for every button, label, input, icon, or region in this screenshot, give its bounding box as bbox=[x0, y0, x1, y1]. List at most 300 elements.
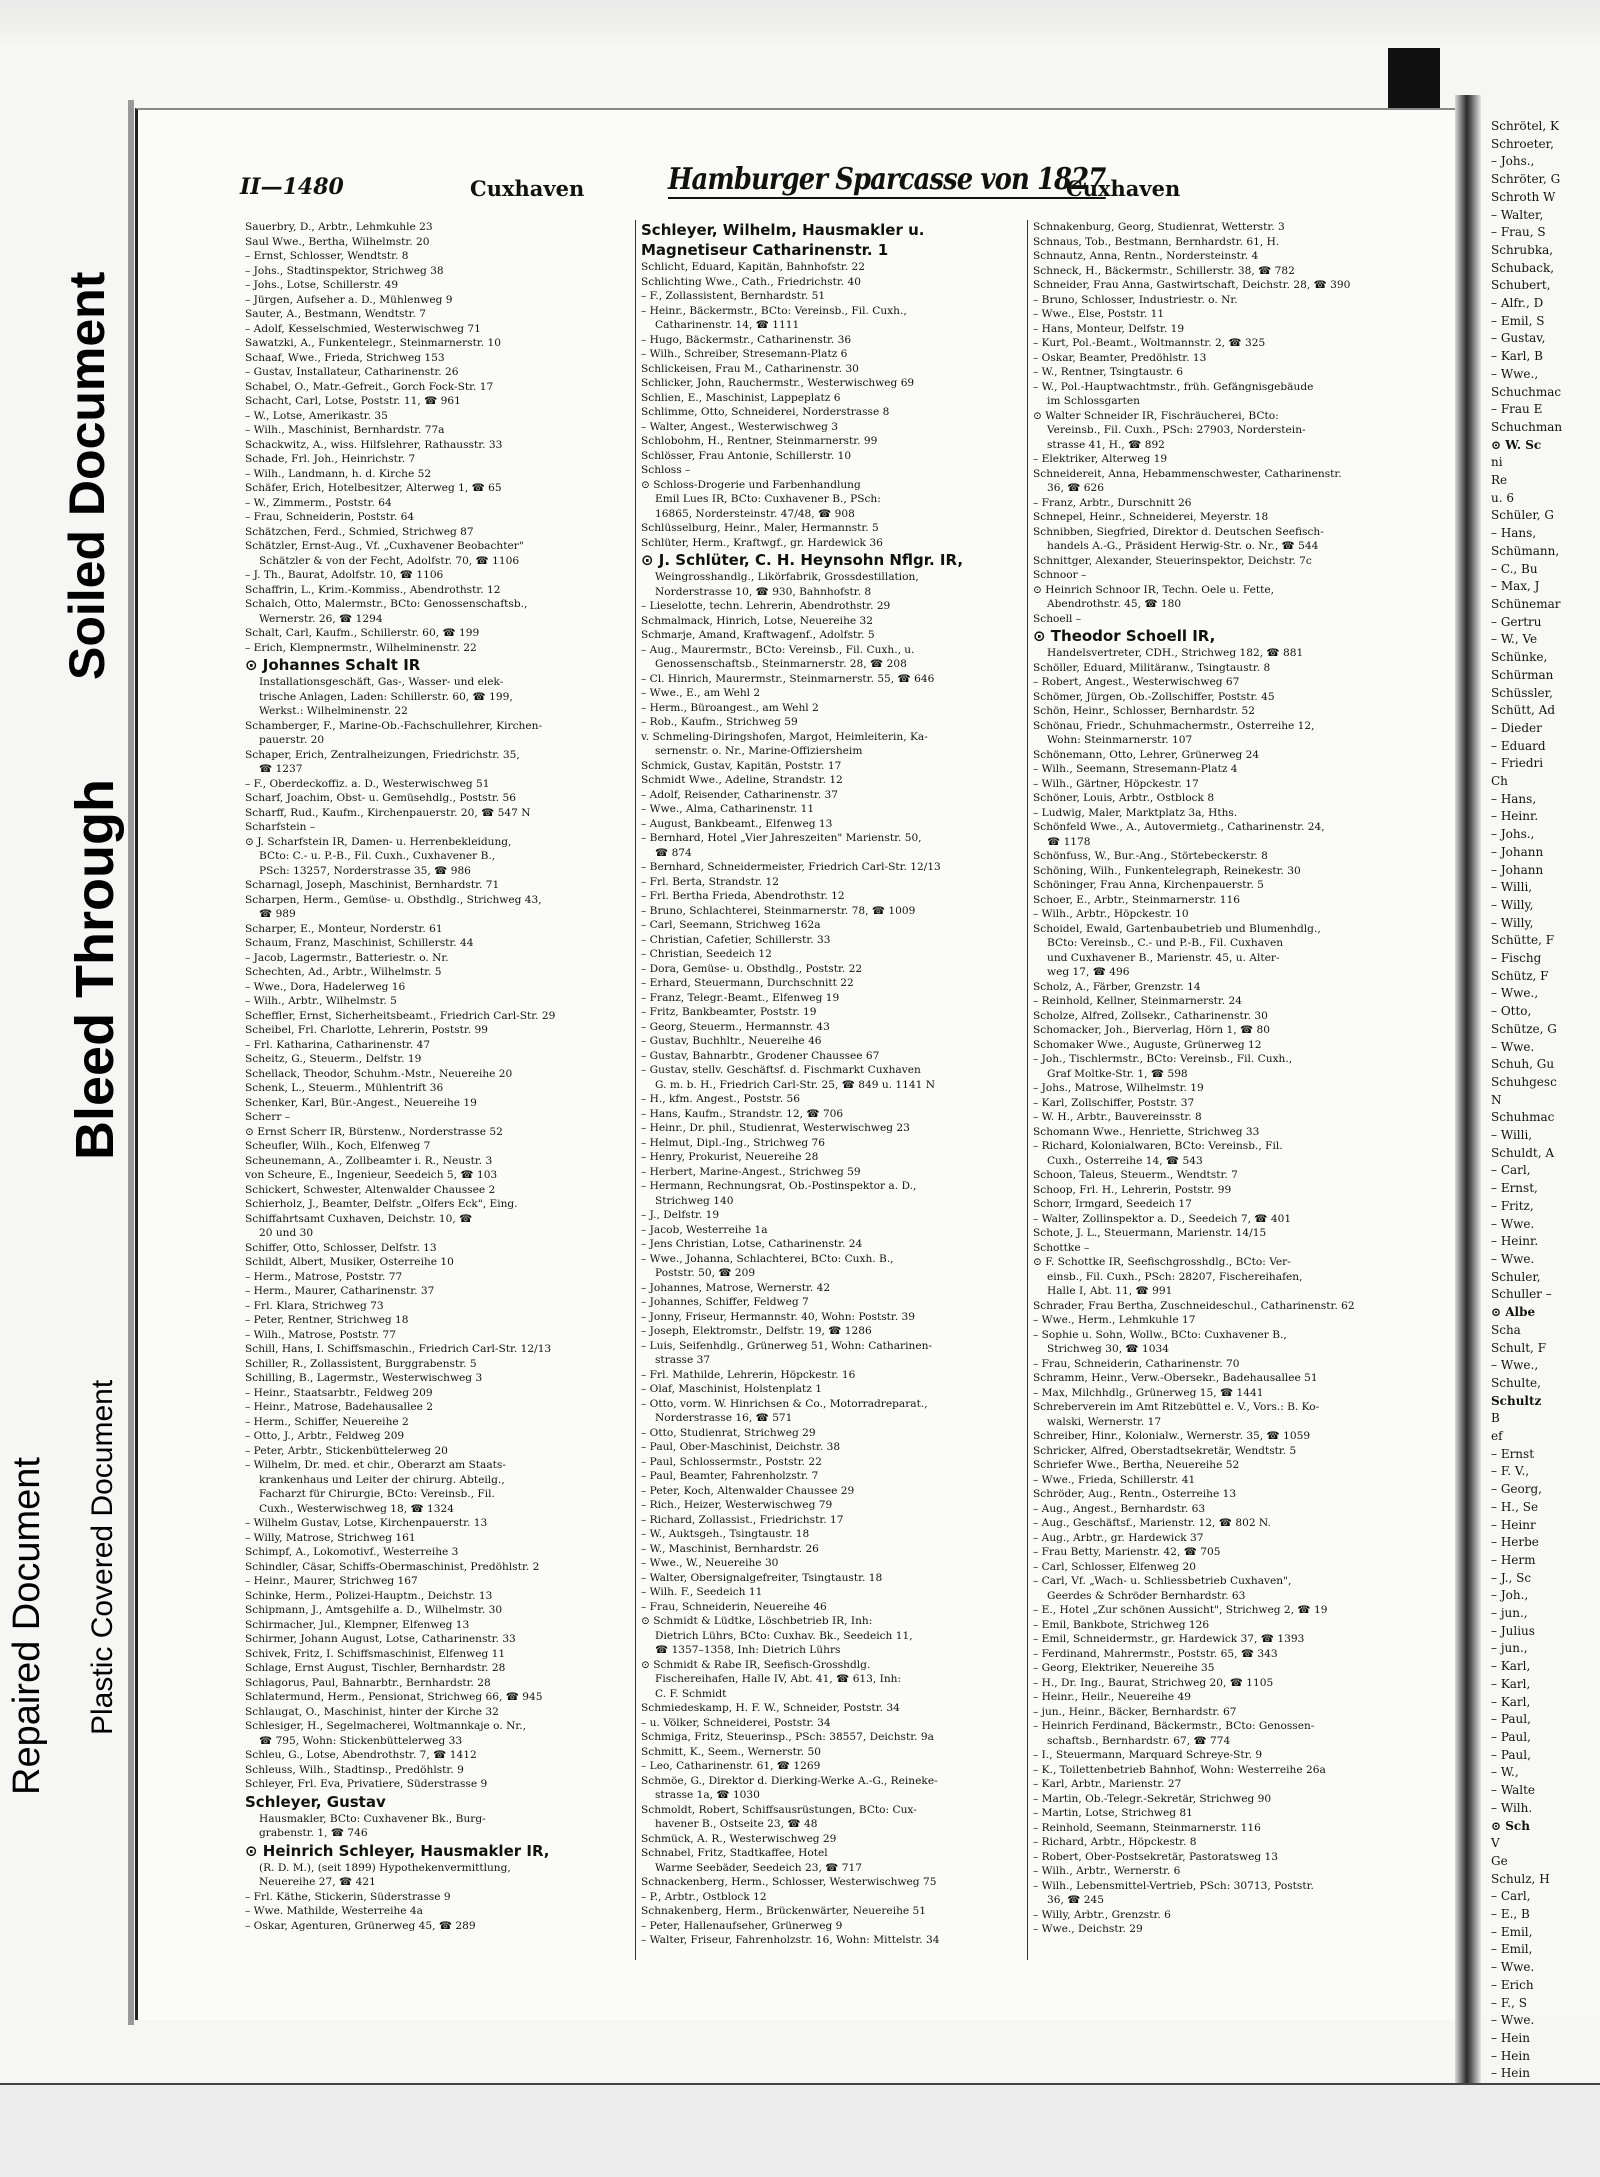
next-page-line: V bbox=[1491, 1836, 1500, 1851]
next-page-line: – Wwe. bbox=[1491, 1960, 1535, 1975]
directory-entry: ⊙ Ernst Scherr IR, Bürstenw., Norderstrasse 52 bbox=[245, 1125, 503, 1138]
directory-entry: – Emil, Schneidermstr., gr. Hardewick 37, ☎ 1393 bbox=[1033, 1633, 1305, 1645]
directory-entry: Facharzt für Chirurgie, BCto: Vereinsb., Fil. bbox=[259, 1488, 495, 1500]
next-page-line: ⊙ W. Sc bbox=[1491, 437, 1542, 452]
directory-entry: ☎ 1178 bbox=[1047, 835, 1091, 848]
directory-entry: Schoer, E., Arbtr., Steinmarnerstr. 116 bbox=[1033, 893, 1241, 906]
directory-entry: Schönfuss, W., Bur.-Ang., Störtebeckerstr. 8 bbox=[1033, 850, 1268, 862]
directory-entry: Cuxh., Westerwischweg 18, ☎ 1324 bbox=[259, 1502, 455, 1515]
next-page-fragment bbox=[1481, 118, 1600, 2081]
directory-entry: Schoon, Taleus, Steuerm., Wendtstr. 7 bbox=[1033, 1169, 1238, 1181]
directory-entry: Dietrich Lührs, BCto: Cuxhav. Bk., Seedeich 11, bbox=[655, 1629, 913, 1642]
directory-entry: – Henry, Prokurist, Neuereihe 28 bbox=[641, 1151, 819, 1163]
directory-entry: – Wilhelm Gustav, Lotse, Kirchenpauerstr. 13 bbox=[245, 1517, 488, 1529]
next-page-line: – Wilh. bbox=[1491, 1800, 1533, 1815]
directory-entry: – Richard, Kolonialwaren, BCto: Vereinsb., Fil. bbox=[1033, 1140, 1283, 1152]
next-page-line: – Carl, bbox=[1491, 1163, 1531, 1178]
directory-entry: Schlickeisen, Frau M., Catharinenstr. 30 bbox=[641, 362, 859, 375]
next-page-line: Schuler, bbox=[1491, 1269, 1541, 1284]
next-page-line: Ch bbox=[1491, 774, 1508, 789]
directory-entry: Schenk, L., Steuerm., Mühlentrift 36 bbox=[245, 1082, 444, 1094]
directory-entry: Schoop, Frl. H., Lehrerin, Poststr. 99 bbox=[1033, 1183, 1232, 1196]
directory-entry: – Frl. Katharina, Catharinenstr. 47 bbox=[245, 1038, 431, 1051]
directory-entry: – Herm., Schiffer, Neuereihe 2 bbox=[245, 1415, 409, 1428]
next-page-line: – Dieder bbox=[1491, 720, 1542, 735]
label-plastic-covered-document: Plastic Covered Document bbox=[86, 1379, 119, 1735]
directory-entry: – Richard, Arbtr., Höpckestr. 8 bbox=[1033, 1836, 1197, 1848]
directory-entry: von Scheure, E., Ingenieur, Seedeich 5, ☎ 103 bbox=[245, 1169, 498, 1181]
directory-entry: Schacht, Carl, Lotse, Poststr. 11, ☎ 961 bbox=[245, 395, 461, 407]
next-page-line: – Karl, bbox=[1491, 1676, 1531, 1691]
directory-entry: v. Schmeling-Diringshofen, Margot, Heimleiterin, Ka- bbox=[641, 730, 928, 743]
directory-entry: Schottke – bbox=[1033, 1241, 1090, 1254]
directory-entry: Schätzler & von der Fecht, Adolfstr. 70, ☎ 1106 bbox=[259, 554, 520, 567]
next-page-line: – Walter, bbox=[1491, 207, 1544, 222]
next-page-line: – Eduard bbox=[1491, 738, 1546, 753]
next-page-line: – jun., bbox=[1491, 1606, 1528, 1621]
directory-entry: havener B., Ostseite 23, ☎ 48 bbox=[655, 1818, 818, 1830]
directory-entry: – Martin, Ob.-Telegr.-Sekretär, Strichweg 90 bbox=[1033, 1792, 1272, 1805]
next-page-line: – W., bbox=[1491, 1765, 1519, 1780]
directory-entry: Schömer, Jürgen, Ob.-Zollschiffer, Poststr. 45 bbox=[1033, 690, 1275, 703]
next-page-line: – Heinr bbox=[1491, 1517, 1536, 1532]
directory-entry: – Aug., Arbtr., gr. Hardewick 37 bbox=[1033, 1531, 1204, 1544]
directory-entry: – K., Toilettenbetrieb Bahnhof, Wohn: Westerreihe 26a bbox=[1033, 1763, 1326, 1776]
directory-entry: Schleu, G., Lotse, Abendrothstr. 7, ☎ 1412 bbox=[245, 1749, 477, 1761]
directory-entry: – Heinrich Ferdinand, Bäckermstr., BCto: Genossen- bbox=[1033, 1720, 1315, 1732]
directory-entry: – Lieselotte, techn. Lehrerin, Abendrothstr. 29 bbox=[641, 600, 891, 612]
directory-entry: walski, Wernerstr. 17 bbox=[1047, 1415, 1162, 1428]
directory-entry: Schriefer Wwe., Bertha, Neuereihe 52 bbox=[1033, 1459, 1240, 1471]
directory-entry: – Frl. Mathilde, Lehrerin, Höpckestr. 16 bbox=[641, 1368, 856, 1381]
directory-entry: – Gustav, Bahnarbtr., Grodener Chaussee 67 bbox=[641, 1049, 880, 1062]
next-page-line: – Heinr. bbox=[1491, 809, 1539, 824]
directory-entry: Strichweg 30, ☎ 1034 bbox=[1047, 1343, 1169, 1355]
next-page-line: – Johann bbox=[1491, 844, 1544, 859]
directory-entry: Schomann Wwe., Henriette, Strichweg 33 bbox=[1033, 1125, 1260, 1138]
directory-entry: – Dora, Gemüse- u. Obsthdlg., Poststr. 22 bbox=[641, 962, 863, 975]
directory-entry: Schlaugat, O., Maschinist, hinter der Kirche 32 bbox=[245, 1705, 499, 1718]
next-page-line: – Willy, bbox=[1491, 915, 1534, 930]
directory-entry: – Christian, Seedeich 12 bbox=[641, 948, 772, 960]
directory-entry: Schönfeld Wwe., A., Autovermietg., Catharinenstr. 24, bbox=[1033, 821, 1325, 833]
directory-entry: Hausmakler, BCto: Cuxhavener Bk., Burg- bbox=[259, 1812, 486, 1825]
next-page-line: – Paul, bbox=[1491, 1729, 1531, 1744]
directory-entry: – Otto, J., Arbtr., Feldweg 209 bbox=[245, 1430, 405, 1442]
next-page-line: – Emil, S bbox=[1491, 313, 1545, 328]
directory-entry: Schiffahrtsamt Cuxhaven, Deichstr. 10, ☎ bbox=[245, 1212, 473, 1225]
directory-entry: – Wilh., Arbtr., Wilhelmstr. 5 bbox=[245, 995, 397, 1007]
next-page-line: – Georg, bbox=[1491, 1482, 1542, 1497]
header-city-right: Cuxhaven bbox=[1066, 176, 1181, 201]
next-page-line: Schuldt, A bbox=[1491, 1145, 1555, 1160]
directory-entry: Schrader, Frau Bertha, Zuschneideschul., Catharinenstr. 62 bbox=[1033, 1299, 1355, 1312]
next-page-line: – Herm bbox=[1491, 1552, 1536, 1567]
directory-entry: – Paul, Beamter, Fahrenholzstr. 7 bbox=[641, 1470, 819, 1482]
directory-entry: – Franz, Arbtr., Durschnitt 26 bbox=[1033, 496, 1192, 509]
directory-entry: – Karl, Zollschiffer, Poststr. 37 bbox=[1033, 1096, 1195, 1109]
directory-entry: – Karl, Arbtr., Marienstr. 27 bbox=[1033, 1778, 1182, 1790]
directory-entry: Schalt, Carl, Kaufm., Schillerstr. 60, ☎ 199 bbox=[245, 627, 480, 639]
next-page-line: – Emil, bbox=[1491, 1942, 1533, 1957]
directory-entry: – Frl. Käthe, Stickerin, Süderstrasse 9 bbox=[245, 1890, 451, 1903]
directory-entry: – Wilh., Maschinist, Bernhardstr. 77a bbox=[245, 424, 445, 436]
directory-entry: Schlimme, Otto, Schneiderei, Norderstrasse 8 bbox=[641, 406, 890, 418]
directory-entry: – Helmut, Dipl.-Ing., Strichweg 76 bbox=[641, 1136, 825, 1149]
directory-entry: Schramm, Heinr., Verw.-Obersekr., Badehausallee 51 bbox=[1033, 1372, 1318, 1384]
directory-entry: – Wwe., Deichstr. 29 bbox=[1033, 1923, 1143, 1935]
directory-entry: – Hans, Kaufm., Strandstr. 12, ☎ 706 bbox=[641, 1107, 844, 1120]
directory-entry: Neuereihe 27, ☎ 421 bbox=[259, 1876, 376, 1888]
directory-entry: – Hugo, Bäckermstr., Catharinenstr. 36 bbox=[641, 333, 852, 346]
directory-entry: Halle I, Abt. 11, ☎ 991 bbox=[1047, 1285, 1173, 1297]
directory-entry: Schoidel, Ewald, Gartenbaubetrieb und Blumenhdlg., bbox=[1033, 922, 1321, 935]
directory-entry: Schlicht, Eduard, Kapitän, Bahnhofstr. 22 bbox=[641, 261, 865, 273]
directory-entry: – Aug., Angest., Bernhardstr. 63 bbox=[1033, 1502, 1206, 1515]
directory-entry: strasse 37 bbox=[655, 1354, 711, 1366]
directory-entry: – Frau, Schneiderin, Neuereihe 46 bbox=[641, 1600, 827, 1613]
directory-entry: – W., Rentner, Tsingtaustr. 6 bbox=[1033, 366, 1184, 378]
next-page-line: – Julius bbox=[1491, 1623, 1535, 1638]
directory-entry: Weingrosshandlg., Likörfabrik, Grossdestillation, bbox=[655, 571, 919, 583]
directory-entry: – Joseph, Elektromstr., Delfstr. 19, ☎ 1286 bbox=[641, 1325, 872, 1337]
directory-entry: – Paul, Ober-Maschinist, Deichstr. 38 bbox=[641, 1441, 841, 1453]
directory-entry: – Oskar, Agenturen, Grünerweg 45, ☎ 289 bbox=[245, 1919, 476, 1932]
directory-entry: grabenstr. 1, ☎ 746 bbox=[259, 1827, 368, 1839]
directory-entry: – Ferdinand, Mahrermstr., Poststr. 65, ☎ 343 bbox=[1033, 1647, 1278, 1660]
directory-entry: – Heinr., Bäckermstr., BCto: Vereinsb., Fil. Cuxh., bbox=[641, 304, 907, 317]
directory-entry: Schöninger, Frau Anna, Kirchenpauerstr. 5 bbox=[1033, 879, 1264, 891]
directory-entry: – Wilh., Landmann, h. d. Kirche 52 bbox=[245, 467, 432, 480]
next-page-line: – Wwe. bbox=[1491, 1039, 1535, 1054]
directory-entry: – Wwe. Mathilde, Westerreihe 4a bbox=[245, 1905, 423, 1917]
directory-entry: 20 und 30 bbox=[259, 1227, 314, 1239]
directory-column-1 bbox=[245, 220, 633, 1933]
next-page-line: – Wwe., bbox=[1491, 366, 1539, 381]
directory-entry: 36, ☎ 245 bbox=[1047, 1894, 1104, 1906]
directory-entry: Schaaf, Wwe., Frieda, Strichweg 153 bbox=[245, 351, 445, 364]
next-page-line: – Emil, bbox=[1491, 1924, 1533, 1939]
next-page-line: Schuchmac bbox=[1491, 384, 1562, 399]
directory-entry: Scharpen, Herm., Gemüse- u. Obsthdlg., Strichweg 43, bbox=[245, 893, 542, 906]
page-number: II—1480 bbox=[240, 174, 344, 200]
directory-entry: – Wilh., Lebensmittel-Vertrieb, PSch: 30713, Poststr. bbox=[1033, 1879, 1314, 1892]
directory-entry: – J., Delfstr. 19 bbox=[641, 1209, 720, 1221]
next-page-line: Schröter, G bbox=[1491, 172, 1561, 187]
directory-entry: – Franz, Telegr.-Beamt., Elfenweg 19 bbox=[641, 991, 840, 1004]
directory-entry: – Herm., Maurer, Catharinenstr. 37 bbox=[245, 1285, 435, 1297]
directory-entry: – Hans, Monteur, Delfstr. 19 bbox=[1033, 322, 1185, 335]
directory-entry: pauerstr. 20 bbox=[259, 734, 325, 746]
directory-entry: – Wilh., Matrose, Poststr. 77 bbox=[245, 1328, 396, 1341]
directory-entry: Installationsgeschäft, Gas-, Wasser- und elek- bbox=[259, 676, 504, 688]
directory-entry: – Johs., Stadtinspektor, Strichweg 38 bbox=[245, 264, 444, 277]
directory-entry: Schnabel, Fritz, Stadtkaffee, Hotel bbox=[641, 1847, 828, 1859]
directory-entry: Schnautz, Anna, Rentn., Nordersteinstr. 4 bbox=[1033, 250, 1259, 262]
next-page-line: ⊙ Sch bbox=[1491, 1818, 1530, 1833]
next-page-line: ⊙ Albe bbox=[1491, 1305, 1536, 1320]
directory-entry: – Frau, Schneiderin, Poststr. 64 bbox=[245, 511, 415, 523]
next-page-line: N bbox=[1491, 1092, 1502, 1107]
directory-entry: ☎ 1357–1358, Inh: Dietrich Lührs bbox=[655, 1644, 841, 1656]
directory-entry: – Jürgen, Aufseher a. D., Mühlenweg 9 bbox=[245, 293, 453, 306]
next-page-line: – Frau E bbox=[1491, 402, 1543, 417]
directory-entry: – Ludwig, Maler, Marktplatz 3a, Hths. bbox=[1033, 806, 1238, 819]
directory-entry: im Schlossgarten bbox=[1047, 395, 1140, 407]
directory-entry: Schlien, E., Maschinist, Lappeplatz 6 bbox=[641, 391, 841, 404]
directory-entry: – Rich., Heizer, Westerwischweg 79 bbox=[641, 1499, 833, 1511]
directory-entry: Schmitt, K., Seem., Wernerstr. 50 bbox=[641, 1745, 821, 1758]
next-page-line: – Max, J bbox=[1491, 579, 1540, 594]
directory-entry: – Willy, Matrose, Strichweg 161 bbox=[245, 1531, 416, 1544]
next-page-line: – Ernst, bbox=[1491, 1181, 1538, 1196]
directory-entry: – Aug., Geschäftsf., Marienstr. 12, ☎ 802 N. bbox=[1033, 1517, 1271, 1529]
directory-entry: ⊙ J. Scharfstein IR, Damen- u. Herrenbekleidung, bbox=[245, 835, 512, 848]
directory-entry: – Wwe., Frieda, Schillerstr. 41 bbox=[1033, 1473, 1196, 1486]
next-page-line: – Hans, bbox=[1491, 791, 1537, 806]
directory-entry: – Jonny, Friseur, Hermannstr. 40, Wohn: Poststr. 39 bbox=[641, 1310, 916, 1323]
header-bank-logo: Hamburger Sparcasse von 1827 bbox=[668, 162, 1106, 197]
directory-entry: Schlösser, Frau Antonie, Schillerstr. 10 bbox=[641, 449, 852, 462]
directory-entry: Schöner, Louis, Arbtr., Ostblock 8 bbox=[1033, 792, 1215, 804]
directory-entry: Schivek, Fritz, I. Schiffsmaschinist, Elfenweg 11 bbox=[245, 1647, 506, 1660]
directory-entry: – Wilh., Gärtner, Höpckestr. 17 bbox=[1033, 777, 1199, 790]
next-page-line: B bbox=[1491, 1411, 1500, 1426]
directory-entry: – Carl, Seemann, Strichweg 162a bbox=[641, 919, 821, 931]
directory-entry: Schackwitz, A., wiss. Hilfslehrer, Rathausstr. 33 bbox=[245, 438, 503, 451]
directory-entry: krankenhaus und Leiter der chirurg. Abteilg., bbox=[259, 1473, 505, 1486]
next-page-line: – Willi, bbox=[1491, 1128, 1533, 1143]
next-page-line: Schroth W bbox=[1491, 189, 1556, 204]
directory-entry: – Leo, Catharinenstr. 61, ☎ 1269 bbox=[641, 1760, 821, 1772]
directory-entry: – W., Zimmerm., Poststr. 64 bbox=[245, 496, 392, 509]
directory-entry: 36, ☎ 626 bbox=[1047, 482, 1104, 494]
next-page-line: Schütz, F bbox=[1491, 968, 1549, 983]
directory-entry: – Wilhelm, Dr. med. et chir., Oberarzt am Staats- bbox=[245, 1459, 506, 1471]
directory-entry: – Otto, Studienrat, Strichweg 29 bbox=[641, 1426, 816, 1439]
directory-entry: – Johs., Lotse, Schillerstr. 49 bbox=[245, 279, 399, 291]
directory-entry: – J. Th., Baurat, Adolfstr. 10, ☎ 1106 bbox=[245, 569, 444, 581]
directory-entry: – Gustav, stellv. Geschäftsf. d. Fischmarkt Cuxhaven bbox=[641, 1064, 921, 1076]
directory-entry: Schmick, Gustav, Kapitän, Poststr. 17 bbox=[641, 759, 842, 772]
header-city-left: Cuxhaven bbox=[470, 176, 585, 201]
directory-entry: – P., Arbtr., Ostblock 12 bbox=[641, 1890, 767, 1903]
directory-entry: Schlage, Ernst August, Tischler, Bernhardstr. 28 bbox=[245, 1662, 506, 1674]
directory-entry: Scharnagl, Joseph, Maschinist, Bernhardstr. 71 bbox=[245, 879, 500, 891]
directory-entry: Scheitz, G., Steuerm., Delfstr. 19 bbox=[245, 1053, 422, 1065]
directory-entry: Scherr – bbox=[245, 1111, 291, 1123]
directory-entry: strasse 1a, ☎ 1030 bbox=[655, 1789, 760, 1801]
next-page-line: – Willi, bbox=[1491, 880, 1533, 895]
directory-entry: Schomacker, Joh., Bierverlag, Hörn 1, ☎ 80 bbox=[1033, 1024, 1270, 1036]
directory-column-2 bbox=[635, 220, 1025, 1960]
next-page-line: Schürman bbox=[1491, 667, 1554, 682]
directory-entry: Schinke, Herm., Polizei-Hauptm., Deichstr. 13 bbox=[245, 1589, 493, 1602]
next-page-line: – F. V., bbox=[1491, 1464, 1530, 1479]
next-page-line: – Wwe., bbox=[1491, 1358, 1539, 1373]
directory-entry: – Christian, Cafetier, Schillerstr. 33 bbox=[641, 933, 831, 946]
directory-entry: Emil Lues IR, BCto: Cuxhavener B., PSch: bbox=[655, 493, 881, 505]
directory-entry: Schomaker Wwe., Auguste, Grünerweg 12 bbox=[1033, 1038, 1262, 1051]
next-page-line: – Fischg bbox=[1491, 951, 1542, 966]
next-page-line: – W., Ve bbox=[1491, 632, 1538, 647]
label-soiled-document: Soiled Document bbox=[59, 271, 115, 680]
directory-entry: Schlesiger, H., Segelmacherei, Woltmannkaje o. Nr., bbox=[245, 1720, 527, 1732]
directory-entry: Magnetiseur Catharinenstr. 1 bbox=[641, 241, 889, 259]
directory-entry: – Reinhold, Seemann, Steinmarnerstr. 116 bbox=[1033, 1821, 1261, 1834]
directory-entry: – Wwe., Dora, Hadelerweg 16 bbox=[245, 980, 406, 993]
directory-entry: – Hermann, Rechnungsrat, Ob.-Postinspektor a. D., bbox=[641, 1180, 917, 1192]
directory-entry: strasse 41, H., ☎ 892 bbox=[1047, 438, 1165, 451]
directory-entry: Schalch, Otto, Malermstr., BCto: Genossenschaftsb., bbox=[245, 598, 528, 610]
directory-entry: ⊙ Schmidt & Rabe IR, Seefisch-Grosshdlg. bbox=[641, 1658, 871, 1671]
next-page-line: – Carl, bbox=[1491, 1889, 1531, 1904]
next-page-line: – Paul, bbox=[1491, 1747, 1531, 1762]
directory-entry: einsb., Fil. Cuxh., PSch: 28207, Fischereihafen, bbox=[1047, 1270, 1303, 1283]
directory-entry: – Sophie u. Sohn, Wollw., BCto: Cuxhavener B., bbox=[1033, 1328, 1287, 1341]
directory-entry: schaftsb., Bernhardstr. 67, ☎ 774 bbox=[1047, 1734, 1231, 1747]
directory-entry: Scharf, Joachim, Obst- u. Gemüsehdlg., Poststr. 56 bbox=[245, 792, 516, 804]
directory-entry: BCto: Vereinsb., C.- und P.-B., Fil. Cuxhaven bbox=[1047, 937, 1284, 949]
directory-entry: – Bernhard, Schneidermeister, Friedrich Carl-Str. 12/13 bbox=[641, 861, 941, 873]
directory-entry: Schmiga, Fritz, Steuerinsp., PSch: 38557, Deichstr. 9a bbox=[641, 1731, 934, 1743]
directory-entry: – F., Zollassistent, Bernhardstr. 51 bbox=[641, 290, 826, 302]
next-page-line: Schulte, bbox=[1491, 1375, 1541, 1390]
next-page-line: – Friedri bbox=[1491, 756, 1544, 771]
next-page-line: Schuback, bbox=[1491, 260, 1555, 275]
directory-entry: Schricker, Alfred, Oberstadtsekretär, Wendtstr. 5 bbox=[1033, 1444, 1297, 1457]
next-page-line: Schüssler, bbox=[1491, 685, 1553, 700]
next-page-line: Schuh, Gu bbox=[1491, 1057, 1555, 1072]
directory-entry: – Johannes, Schiffer, Feldweg 7 bbox=[641, 1296, 809, 1308]
directory-entry: – Frau Betty, Marienstr. 42, ☎ 705 bbox=[1033, 1546, 1221, 1558]
directory-entry: Abendrothstr. 45, ☎ 180 bbox=[1047, 598, 1182, 610]
directory-entry: Schabel, O., Matr.-Gefreit., Gorch Fock-Str. 17 bbox=[245, 380, 494, 393]
directory-entry: Schellack, Theodor, Schuhm.-Mstr., Neuereihe 20 bbox=[245, 1067, 513, 1080]
directory-entry: Scheufler, Wilh., Koch, Elfenweg 7 bbox=[245, 1140, 431, 1152]
next-page-line: – Wwe. bbox=[1491, 1216, 1535, 1231]
next-page-line: – Fritz, bbox=[1491, 1198, 1534, 1213]
next-page-line: – Karl, bbox=[1491, 1694, 1531, 1709]
directory-entry: – W., Auktsgeh., Tsingtaustr. 18 bbox=[641, 1528, 810, 1540]
directory-entry: Graf Moltke-Str. 1, ☎ 598 bbox=[1047, 1067, 1188, 1080]
directory-entry: Schmoldt, Robert, Schiffsausrüstungen, BCto: Cux- bbox=[641, 1803, 917, 1816]
directory-entry: Schätzchen, Ferd., Schmied, Strichweg 87 bbox=[245, 525, 474, 538]
directory-entry: – Walter, Zollinspektor a. D., Seedeich 7, ☎ 401 bbox=[1033, 1212, 1292, 1225]
directory-entry: Scholze, Alfred, Zollsekr., Catharinenstr. 30 bbox=[1033, 1009, 1268, 1022]
directory-entry: Schönemann, Otto, Lehrer, Grünerweg 24 bbox=[1033, 748, 1260, 761]
directory-entry: – Peter, Arbtr., Stickenbüttelerweg 20 bbox=[245, 1444, 448, 1457]
directory-entry: Schleyer, Gustav bbox=[245, 1792, 386, 1811]
scan-top-shadow bbox=[0, 0, 1600, 48]
side-labels bbox=[0, 0, 130, 2177]
next-page-line: – Johs., bbox=[1491, 154, 1535, 169]
directory-entry: – Kurt, Pol.-Beamt., Woltmannstr. 2, ☎ 325 bbox=[1033, 337, 1266, 349]
directory-entry: – Peter, Koch, Altenwalder Chaussee 29 bbox=[641, 1484, 855, 1497]
directory-entry: Schnakenburg, Georg, Studienrat, Wetterstr. 3 bbox=[1033, 221, 1285, 233]
directory-entry: – Wwe., Johanna, Schlachterei, BCto: Cuxh. B., bbox=[641, 1252, 894, 1265]
next-page-line: – Alfr., D bbox=[1491, 296, 1544, 311]
scan-bottom-shadow bbox=[0, 2085, 1600, 2177]
next-page-line: – Hein bbox=[1491, 2048, 1530, 2063]
directory-entry: – Elektriker, Alterweg 19 bbox=[1033, 453, 1168, 465]
directory-entry: Schildt, Albert, Musiker, Osterreihe 10 bbox=[245, 1256, 454, 1268]
directory-entry: – Frau, Schneiderin, Catharinenstr. 70 bbox=[1033, 1357, 1240, 1370]
directory-entry: – Reinhold, Kellner, Steinmarnerstr. 24 bbox=[1033, 995, 1243, 1007]
directory-entry: – August, Bankbeamt., Elfenweg 13 bbox=[641, 817, 833, 830]
directory-entry: – Wilh. F., Seedeich 11 bbox=[641, 1586, 763, 1598]
directory-entry: Schätzler, Ernst-Aug., Vf. „Cuxhavener Beobachter" bbox=[245, 540, 524, 552]
next-page-line: – Karl, bbox=[1491, 1659, 1531, 1674]
label-bleed-through: Bleed Through bbox=[65, 779, 125, 1160]
directory-entry: Sawatzki, A., Funkentelegr., Steinmarnerstr. 10 bbox=[245, 337, 501, 349]
directory-entry: – Paul, Schlossermstr., Poststr. 22 bbox=[641, 1455, 822, 1468]
directory-entry: G. m. b. H., Friedrich Carl-Str. 25, ☎ 849 u. 1141 N bbox=[655, 1078, 936, 1091]
directory-entry: Wohn: Steinmarnerstr. 107 bbox=[1047, 734, 1193, 746]
directory-entry: – Wwe., E., am Wehl 2 bbox=[641, 687, 761, 699]
directory-entry: – Frl. Klara, Strichweg 73 bbox=[245, 1299, 384, 1312]
next-page-line: Schüler, G bbox=[1491, 508, 1554, 523]
directory-entry: ⊙ Walter Schneider IR, Fischräucherei, BCto: bbox=[1033, 409, 1279, 422]
directory-entry: – W. H., Arbtr., Bauvereinsstr. 8 bbox=[1033, 1111, 1202, 1123]
directory-entry: Geerdes & Schröder Bernhardstr. 63 bbox=[1047, 1589, 1246, 1602]
directory-entry: Schade, Frl. Joh., Heinrichstr. 7 bbox=[245, 453, 416, 465]
directory-entry: – Wilh., Arbtr., Höpckestr. 10 bbox=[1033, 908, 1189, 920]
directory-entry: Schneidereit, Anna, Hebammenschwester, Catharinenstr. bbox=[1033, 467, 1342, 480]
directory-entry: – Georg, Steuerm., Hermannstr. 43 bbox=[641, 1020, 830, 1033]
directory-entry: ☎ 1237 bbox=[259, 763, 303, 775]
directory-entry: Scharper, E., Monteur, Norderstr. 61 bbox=[245, 922, 443, 935]
directory-entry: – W., Pol.-Hauptwachtmstr., früh. Gefängnisgebäude bbox=[1033, 380, 1314, 393]
directory-entry: Schnoor – bbox=[1033, 569, 1087, 581]
directory-entry: Scheffler, Ernst, Sicherheitsbeamt., Friedrich Carl-Str. 29 bbox=[245, 1009, 556, 1022]
directory-entry: Wernerstr. 26, ☎ 1294 bbox=[259, 612, 383, 625]
directory-entry: ⊙ J. Schlüter, C. H. Heynsohn Nflgr. IR, bbox=[641, 551, 964, 569]
directory-entry: – Otto, vorm. W. Hinrichsen & Co., Motorradreparat., bbox=[641, 1397, 928, 1410]
directory-entry: Scholz, A., Färber, Grenzstr. 14 bbox=[1033, 980, 1201, 993]
directory-entry: Sauerbry, D., Arbtr., Lehmkuhle 23 bbox=[245, 221, 433, 233]
directory-entry: – Wwe., Else, Poststr. 11 bbox=[1033, 308, 1165, 320]
directory-entry: Scheunemann, A., Zollbeamter i. R., Neustr. 3 bbox=[245, 1154, 493, 1167]
directory-entry: Fischereihafen, Halle IV, Abt. 41, ☎ 613, Inh: bbox=[655, 1673, 902, 1685]
directory-entry: – Joh., Tischlermstr., BCto: Vereinsb., Fil. Cuxh., bbox=[1033, 1053, 1293, 1065]
next-page-line: – Johann bbox=[1491, 862, 1544, 877]
next-page-line: ef bbox=[1491, 1429, 1503, 1444]
next-page-line: – Johs., bbox=[1491, 827, 1535, 842]
next-page-line: Schult, F bbox=[1491, 1340, 1547, 1355]
directory-entry: Schipmann, J., Amtsgehilfe a. D., Wilhelmstr. 30 bbox=[245, 1604, 503, 1616]
directory-entry: Norderstrasse 10, ☎ 930, Bahnhofstr. 8 bbox=[655, 585, 872, 598]
directory-entry: Schönau, Friedr., Schuhmachermstr., Osterreihe 12, bbox=[1033, 719, 1315, 732]
directory-entry: – Ernst, Schlosser, Wendtstr. 8 bbox=[245, 250, 409, 262]
next-page-line: Re bbox=[1491, 473, 1508, 488]
directory-entry: Schilling, B., Lagermstr., Westerwischweg 3 bbox=[245, 1372, 483, 1384]
next-page-line: – Joh., bbox=[1491, 1588, 1529, 1603]
directory-entry: – Olaf, Maschinist, Holstenplatz 1 bbox=[641, 1383, 822, 1395]
directory-entry: ⊙ Schmidt & Lüdtke, Löschbetrieb IR, Inh: bbox=[641, 1615, 873, 1627]
directory-entry: Schaum, Franz, Maschinist, Schillerstr. 44 bbox=[245, 937, 474, 949]
directory-entry: – Walter, Obersignalgefreiter, Tsingtaustr. 18 bbox=[641, 1571, 883, 1584]
next-page-line: Schroeter, bbox=[1491, 136, 1554, 151]
directory-entry: – Heinr., Staatsarbtr., Feldweg 209 bbox=[245, 1386, 433, 1399]
directory-entry: Genossenschaftsb., Steinmarnerstr. 28, ☎ 208 bbox=[655, 658, 907, 670]
directory-entry: ⊙ F. Schottke IR, Seefischgrosshdlg., BCto: Ver- bbox=[1033, 1256, 1291, 1268]
directory-entry: – Luis, Seifenhdlg., Grünerweg 51, Wohn: Catharinen- bbox=[641, 1339, 932, 1352]
directory-entry: 16865, Nordersteinstr. 47/48, ☎ 908 bbox=[655, 507, 855, 520]
next-page-line: Schütte, F bbox=[1491, 933, 1555, 948]
directory-entry: Vereinsb., Fil. Cuxh., PSch: 27903, Norderstein- bbox=[1047, 424, 1306, 436]
directory-entry: – Willy, Arbtr., Grenzstr. 6 bbox=[1033, 1908, 1171, 1921]
